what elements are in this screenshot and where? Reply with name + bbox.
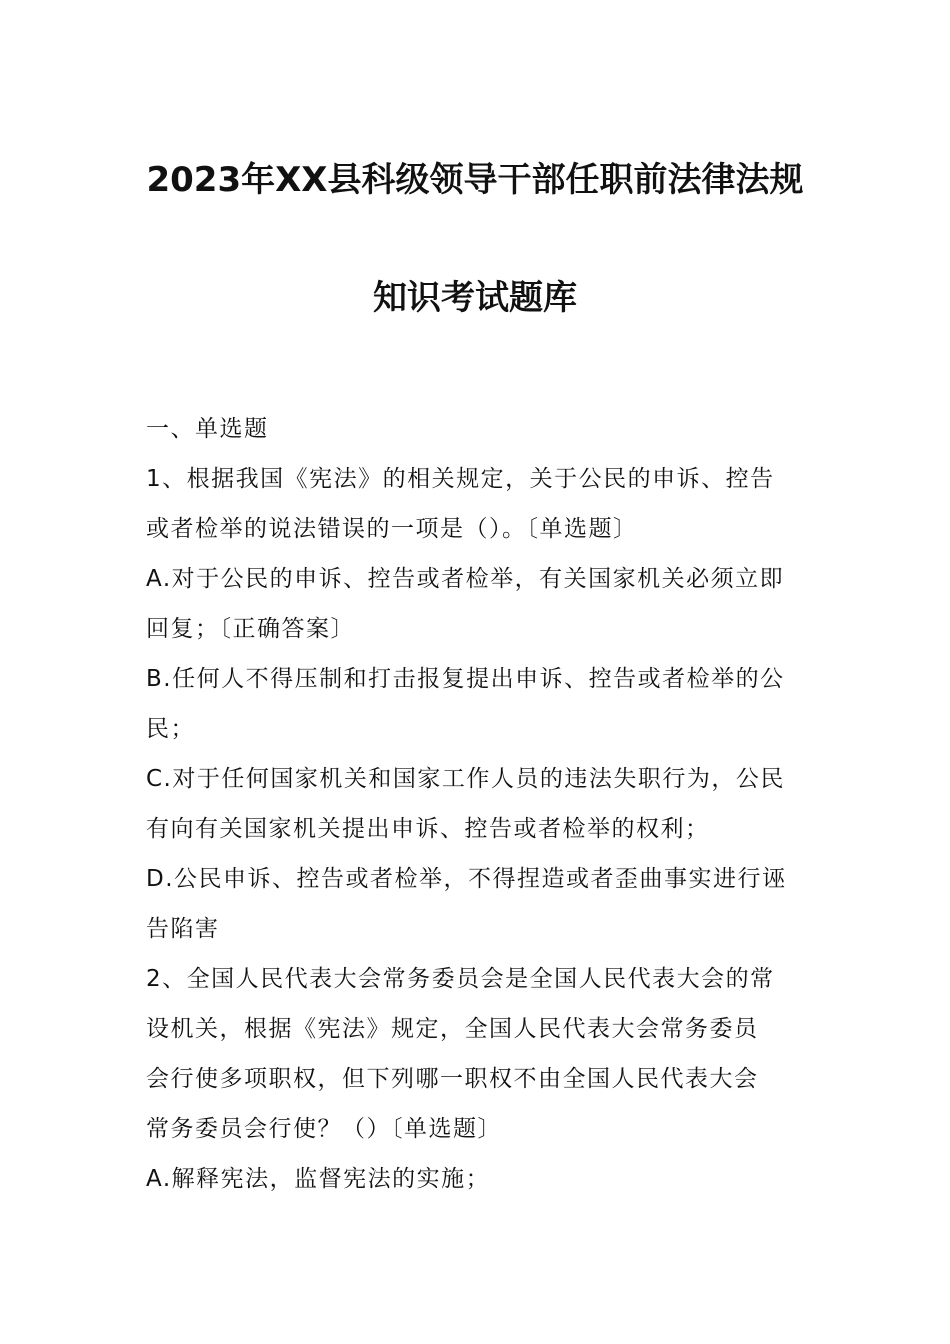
question-1-option-a-line-2: 回复；〔正确答案〕 bbox=[146, 616, 355, 642]
question-1-stem-line-1: 1、根据我国《宪法》的相关规定，关于公民的申诉、控告 bbox=[146, 466, 775, 492]
question-2-stem-line-2: 设机关，根据《宪法》规定，全国人民代表大会常务委员 bbox=[146, 1016, 759, 1042]
question-1-option-c-line-2: 有向有关国家机关提出申诉、控告或者检举的权利； bbox=[146, 816, 710, 842]
question-2-option-a-line-1: A.解释宪法，监督宪法的实施； bbox=[146, 1166, 491, 1192]
section-heading: 一、单选题 bbox=[146, 416, 269, 442]
document-title-line-1: 2023年XX县科级领导干部任职前法律法规 bbox=[146, 160, 804, 200]
question-2-stem-line-1: 2、全国人民代表大会常务委员会是全国人民代表大会的常 bbox=[146, 966, 775, 992]
document-body bbox=[146, 404, 810, 1204]
question-1-option-d-line-1: D.公民申诉、控告或者检举，不得捏造或者歪曲事实进行诬 bbox=[146, 866, 787, 892]
question-1-option-b-line-1: B.任何人不得压制和打击报复提出申诉、控告或者检举的公 bbox=[146, 666, 785, 692]
question-2-stem-line-3: 会行使多项职权，但下列哪一职权不由全国人民代表大会 bbox=[146, 1066, 759, 1092]
question-1-stem-line-2: 或者检举的说法错误的一项是（）。〔单选题〕 bbox=[146, 516, 638, 542]
question-1-option-d-line-2: 告陷害 bbox=[146, 916, 220, 942]
question-1-option-b-line-2: 民； bbox=[146, 716, 195, 742]
question-1-option-a-line-1: A.对于公民的申诉、控告或者检举，有关国家机关必须立即 bbox=[146, 566, 785, 592]
question-2-stem-line-4: 常务委员会行使？（）〔单选题〕 bbox=[146, 1116, 502, 1142]
document-title-line-2: 知识考试题库 bbox=[373, 278, 577, 318]
question-1-option-c-line-1: C.对于任何国家机关和国家工作人员的违法失职行为，公民 bbox=[146, 766, 785, 792]
